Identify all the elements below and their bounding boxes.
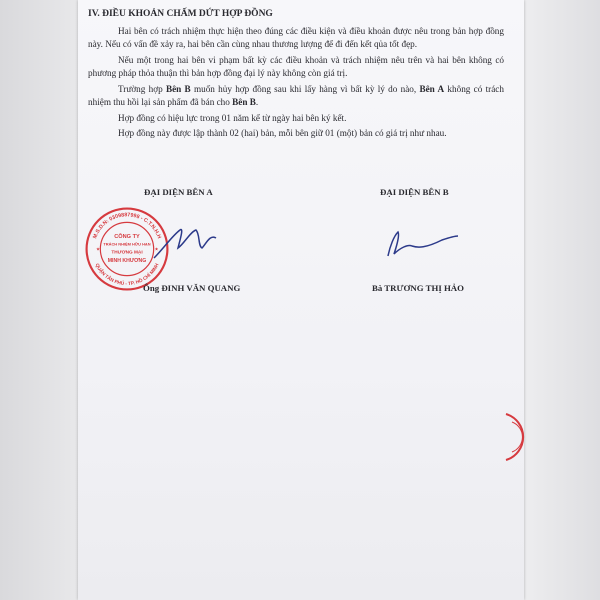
paragraph-3: Trường hợp Bên B muốn hủy hợp đồng sau khi lấy hàng vì bất kỳ lý do nào, Bên A không có trách nhiệm thu hồi lại sản phẩm đã bán cho Bên B. — [88, 83, 504, 107]
svg-text:TRÁCH NHIỆM HỮU HẠN: TRÁCH NHIỆM HỮU HẠN — [103, 241, 151, 247]
party-b-signature — [382, 226, 462, 260]
paragraph-5: Hợp đồng này được lập thành 02 (hai) bản, mỗi bên giữ 01 (một) bản có giá trị như nhau. — [118, 128, 447, 138]
contract-text — [88, 8, 504, 143]
background-left — [0, 0, 78, 600]
svg-text:M.S.D.N: 0309887998 - C.T.N.H.: M.S.D.N: 0309887998 - C.T.N.H.H — [92, 212, 162, 240]
svg-text:MINH KHƯƠNG: MINH KHƯƠNG — [107, 257, 147, 264]
party-a-title: ĐẠI DIỆN BÊN A — [144, 187, 213, 197]
party-a-signature — [150, 218, 230, 268]
paragraph-4: Hợp đồng có hiệu lực trong 01 năm kể từ ngày hai bên ký kết. — [118, 112, 347, 123]
contract-page — [78, 0, 524, 600]
edge-seal-mark — [498, 412, 528, 462]
section-heading: IV. ĐIỀU KHOẢN CHẤM DỨT HỢP ĐỒNG — [88, 9, 273, 19]
svg-text:CÔNG TY: CÔNG TY — [114, 233, 140, 240]
paragraph-2: Nếu một trong hai bên vi phạm bất kỳ các điều khoản và trách nhiệm nêu trên và hai bên không có phương pháp thỏa thuận thì bản hợp đồng đại lý này không còn giá trị. — [88, 54, 504, 78]
svg-text:★: ★ — [154, 246, 159, 252]
party-b-title: ĐẠI DIỆN BÊN B — [380, 187, 449, 197]
svg-text:QUẬN TÂN PHÚ - TP. HỒ CHÍ MINH: QUẬN TÂN PHÚ - TP. HỒ CHÍ MINH — [93, 263, 161, 288]
background-right — [520, 0, 600, 600]
party-b-name: Bà TRƯƠNG THỊ HẢO — [372, 283, 464, 293]
party-a-name: Ông ĐINH VĂN QUANG — [143, 283, 241, 293]
svg-text:★: ★ — [96, 246, 100, 252]
svg-text:THƯƠNG MẠI: THƯƠNG MẠI — [111, 250, 143, 256]
paragraph-1: Hai bên có trách nhiệm thực hiện theo đúng các điều kiện và điều khoản được nêu trong bản hợp đồng này. Nếu có vấn đề xảy ra, hai bên cần cùng nhau thương lượng để đi đến kết qủa tốt đẹp. — [88, 25, 504, 49]
